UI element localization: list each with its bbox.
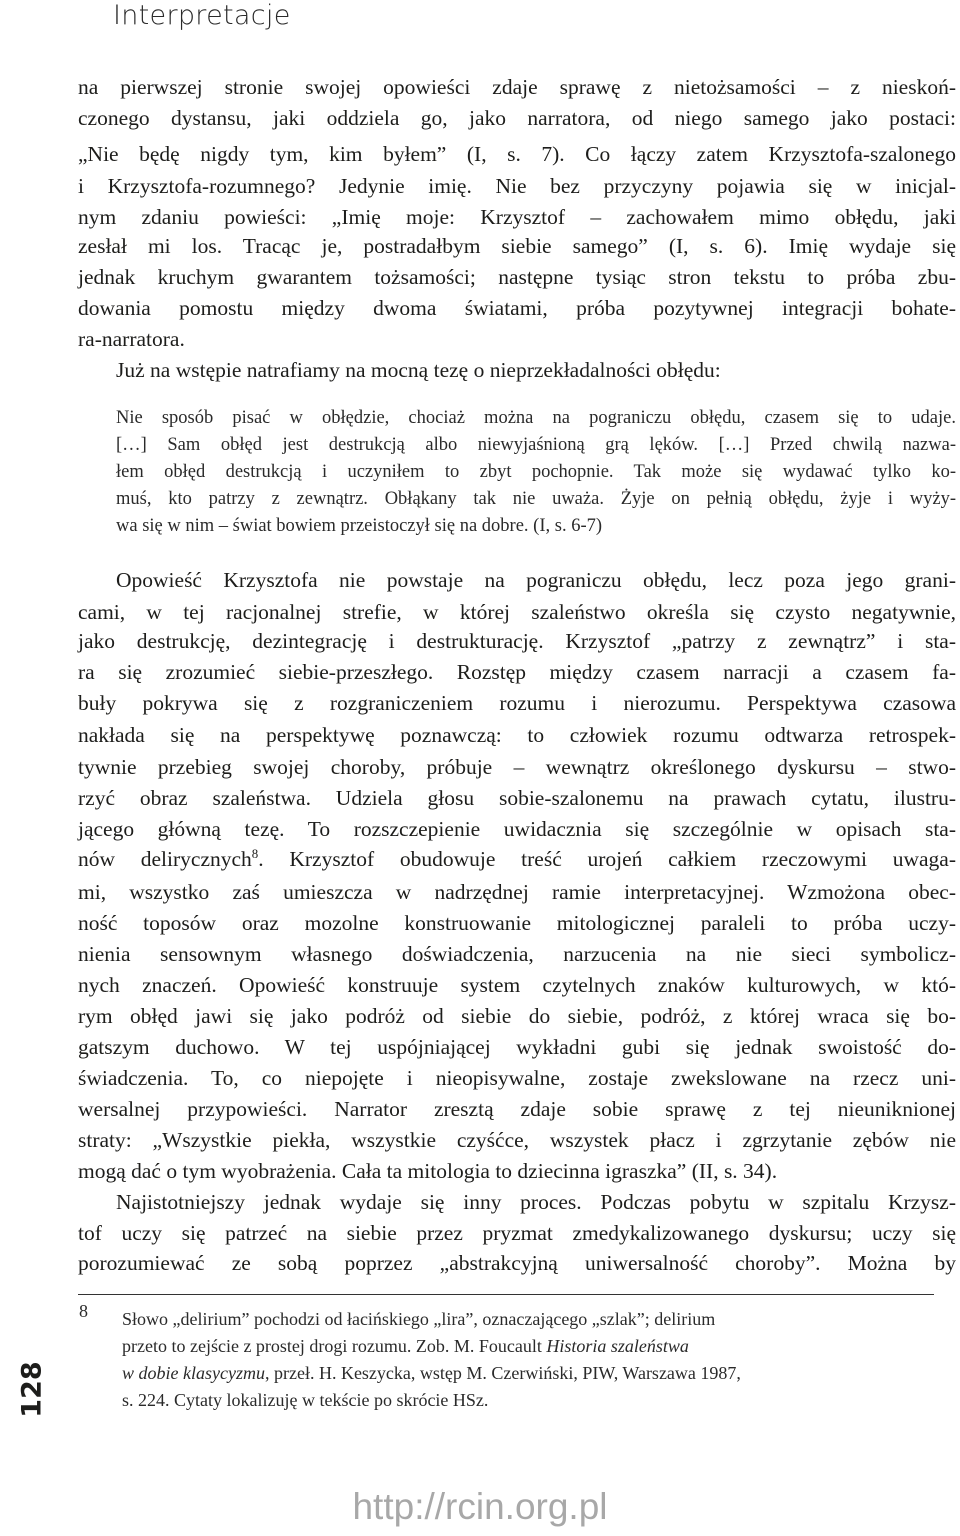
text-segment: przeto to zejście z prostej drogi rozumu. Zob. M. Foucault: [122, 1336, 547, 1356]
text-line: straty: „Wszystkie piekła, wszystkie czyśćce, wszystek płacz i zgrzytanie zębów nie: [78, 1128, 956, 1152]
text-line: ra-narratora.: [78, 327, 185, 351]
text-line: Najistotniejszy jednak wydaje się inny proces. Podczas pobytu w szpitalu Krzysz-: [116, 1190, 956, 1214]
quote-line: wa się w nim – świat bowiem przeistoczył się na dobre. (I, s. 6-7): [116, 516, 603, 536]
section-header: Interpretacje: [113, 0, 291, 31]
text-line: porozumiewać ze sobą poprzez „abstrakcyjną uniwersalność choroby”. Można by: [78, 1251, 956, 1275]
text-line: tywnie przebieg swojej choroby, próbuje – wewnątrz określonego dyskursu – stwo-: [78, 755, 956, 779]
text-line: na pierwszej stronie swojej opowieści zdaje sprawę z nietożsamości – z nieskoń-: [78, 75, 956, 99]
text-line: tof uczy się patrzeć na siebie przez pryzmat zmedykalizowanego dyskursu; uczy się: [78, 1221, 956, 1245]
text-line: buły pokrywa się z rozgraniczeniem rozumu i nierozumu. Perspektywa czasowa: [78, 691, 956, 715]
text-line: zesłał mi los. Tracąc je, postradałbym siebie samego” (I, s. 6). Imię wydaje się: [78, 234, 956, 258]
quote-line: muś, kto patrzy z zewnątrz. Obłąkany tak nie uważa. Żyje on pełnią obłędu, żyje i wyży-: [116, 489, 956, 509]
text-line: mi, wszystko zaś umieszcza w nadrzędnej ramie interpretacyjnej. Wzmożona obec-: [78, 880, 956, 904]
text-line: ność toposów oraz mozolne konstruowanie mitologicznej paraleli to próba uczy-: [78, 911, 956, 935]
quote-line: […] Sam obłęd jest destrukcją albo niewyjaśnioną grą lęków. […] Przed chwilą nazwa-: [116, 435, 956, 455]
text-line: nienia sensownym własnego doświadczenia, narzucenia na nie sieci symbolicz-: [78, 942, 956, 966]
book-title-italic: Historia szaleństwa: [546, 1336, 689, 1356]
text-segment: , przeł. H. Keszycka, wstęp M. Czerwiński, PIW, Warszawa 1987,: [264, 1363, 741, 1383]
text-line: cami, w tej racjonalnej strefie, w której szaleństwo określa się czysto negatywnie,: [78, 600, 956, 624]
source-watermark: http://rcin.org.pl: [352, 1486, 608, 1527]
book-title-italic: w dobie klasycyzmu: [122, 1363, 265, 1383]
text-line: Opowieść Krzysztofa nie powstaje na pograniczu obłędu, lecz poza jego grani-: [116, 568, 956, 592]
page-number-text: 128: [16, 1360, 48, 1418]
footnote-line: [122, 1333, 922, 1360]
page-number: [2, 1360, 62, 1418]
text-line: nym zdaniu powieści: „Imię moje: Krzysztof – zachowałem mimo obłędu, jaki: [78, 205, 956, 229]
text-line: i Krzysztofa-rozumnego? Jedynie imię. Nie bez przyczyny pojawia się w inicjal-: [78, 174, 956, 198]
footnote-line: Słowo „delirium” pochodzi od łacińskiego „lira”, oznaczającego „szlak”; delirium: [122, 1309, 716, 1329]
quote-line: Nie sposób pisać w obłędzie, chociaż można na pograniczu obłędu, czasem się to udaje.: [116, 408, 956, 428]
text-line: czonego dystansu, jaki oddziela go, jako narratora, od niego samego jako postaci:: [78, 106, 956, 130]
footnote-divider: [78, 1294, 934, 1295]
text-line: nych znaczeń. Opowieść konstruuje system czytelnych znaków kulturowych, w któ-: [78, 973, 956, 997]
footnote-line: [122, 1360, 922, 1387]
quote-line: łem obłęd destrukcją i uczyniłem to zbyt pochopnie. Tak może się wydawać tylko ko-: [116, 462, 956, 482]
text-line: nakłada się na perspektywę poznawczą: to człowiek rozumu odtwarza retrospek-: [78, 723, 956, 747]
text-segment: nów delirycznych: [78, 847, 252, 871]
footnote-line: s. 224. Cytaty lokalizuję w tekście po skrócie HSz.: [122, 1390, 489, 1410]
text-line-with-footnote-ref: [78, 844, 956, 875]
text-line: jącego główną tezę. To rozszczepienie uwidacznia się szczególnie w opisach sta-: [78, 817, 956, 841]
text-line: gatszym duchowo. W tej uspójniającej wykładni gubi się jednak swoistość do-: [78, 1035, 956, 1059]
footnote-number: 8: [79, 1301, 88, 1321]
text-line: rym obłęd jawi się jako podróż od siebie do siebie, podróż, z której wraca się bo-: [78, 1004, 956, 1028]
footnote-reference[interactable]: 8: [251, 846, 259, 861]
text-line: ra się zrozumieć siebie-przeszłego. Rozstęp między czasem narracji a czasem fa-: [78, 660, 956, 684]
text-segment: . Krzysztof obudowuje treść urojeń całkiem rzeczowymi uwaga-: [258, 847, 956, 871]
text-line: wersalnej przypowieści. Narrator zresztą zdaje sobie sprawę z tej nieuniknionej: [78, 1097, 956, 1121]
text-line: „Nie będę nigdy tym, kim byłem” (I, s. 7). Co łączy zatem Krzysztofa-szalonego: [78, 142, 956, 166]
text-line: rzyć obraz szaleństwa. Udziela głosu sobie-szalonemu na prawach cytatu, ilustru-: [78, 786, 956, 810]
text-line: świadczenia. To, co niepojęte i nieopisywalne, zostaje zwekslowane na rzecz uni-: [78, 1066, 956, 1090]
text-line: jednak kruchym gwarantem tożsamości; następne tysiąc stron tekstu to próba zbu-: [78, 265, 956, 289]
text-line: dowania pomostu między dwoma światami, próba pozytywnej integracji bohate-: [78, 296, 956, 320]
text-line: mogą dać o tym wyobrażenia. Cała ta mitologia to dziecinna igraszka” (II, s. 34).: [78, 1159, 778, 1183]
text-line: jako destrukcję, dezintegrację i destrukturację. Krzysztof „patrzy z zewnątrz” i sta-: [78, 629, 956, 653]
paragraph-2: Już na wstępie natrafiamy na mocną tezę o nieprzekładalności obłędu:: [116, 358, 721, 382]
